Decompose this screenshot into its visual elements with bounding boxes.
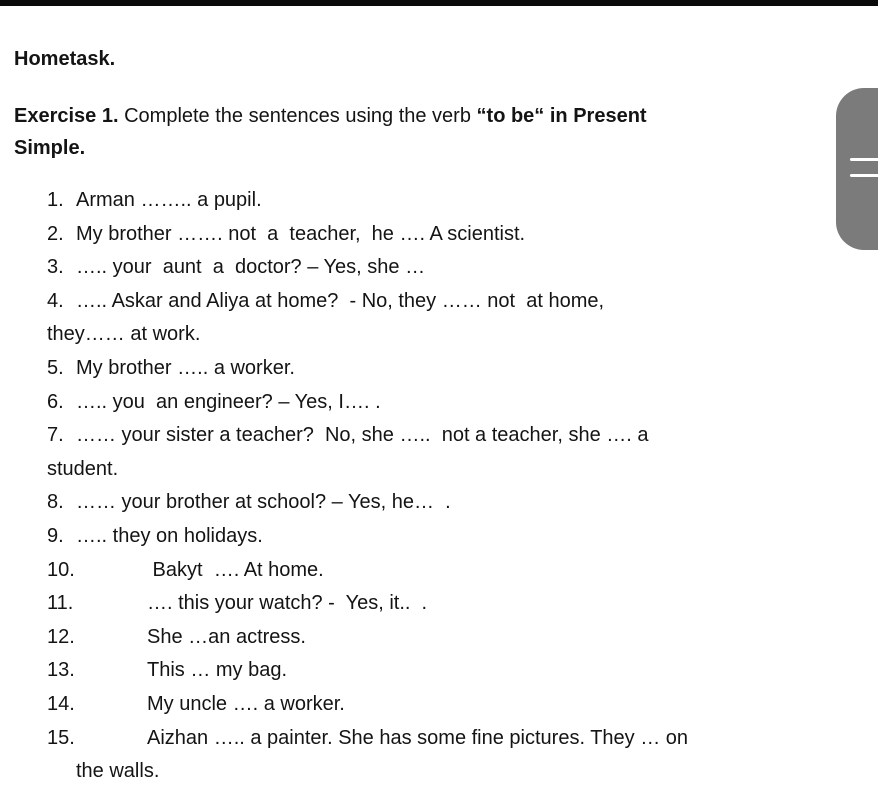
item-text-continued: the walls.: [76, 760, 160, 783]
exercise-label: Exercise 1.: [14, 105, 119, 127]
list-item: [47, 184, 837, 218]
item-number: 11.: [47, 592, 74, 615]
side-panel-handle-icon[interactable]: [836, 88, 878, 250]
item-text-block: [47, 520, 837, 554]
item-number: 6.: [47, 390, 64, 413]
list-item: [47, 386, 837, 420]
item-text-block: [47, 352, 837, 386]
list-item: [47, 688, 837, 722]
list-item: [47, 218, 837, 252]
item-text: My brother ….. a worker.: [76, 356, 295, 379]
item-text-block: [47, 419, 837, 486]
item-text: ….. they on holidays.: [76, 524, 263, 547]
item-number: 2.: [47, 222, 64, 245]
item-text: My uncle …. a worker.: [147, 692, 345, 715]
item-text-block: [47, 386, 837, 420]
item-text-block: [47, 184, 837, 218]
item-number: 8.: [47, 491, 64, 514]
handle-line: [850, 158, 878, 161]
item-text: Bakyt …. At home.: [147, 558, 324, 581]
handle-line: [850, 174, 878, 177]
item-text: …… your sister a teacher? No, she ….. not a teacher, she …. a: [76, 424, 649, 447]
item-text-block: [47, 251, 837, 285]
list-item: [47, 285, 837, 352]
item-number: 5.: [47, 356, 64, 379]
verb-highlight: “to be“: [476, 105, 545, 127]
list-item: [47, 621, 837, 655]
instruction-text: Complete the sentences using the verb: [118, 105, 477, 127]
item-text: This … my bag.: [147, 659, 288, 682]
item-text-block: [47, 654, 837, 688]
item-number: 10.: [47, 558, 75, 581]
item-text: ….. your aunt a doctor? – Yes, she …: [76, 256, 426, 279]
tense-highlight: in Present: [549, 105, 647, 127]
list-item: [47, 520, 837, 554]
item-text: …. this your watch? - Yes, it.. .: [147, 592, 428, 615]
item-number: 9.: [47, 524, 64, 547]
item-number: 15.: [47, 726, 75, 749]
item-text-block: [47, 587, 837, 621]
item-text-block: [47, 218, 837, 252]
exercise-instruction: [14, 100, 840, 164]
item-text-block: [47, 722, 837, 789]
item-text-block: [47, 486, 837, 520]
item-number: 14.: [47, 692, 75, 715]
item-number: 12.: [47, 625, 75, 648]
item-number: 7.: [47, 424, 64, 447]
item-text: Arman …….. a pupil.: [76, 189, 262, 211]
list-item: [47, 587, 837, 621]
item-text: Aizhan ….. a painter. She has some fine pictures. They … on: [147, 726, 689, 749]
page-title: Hometask.: [14, 48, 116, 70]
item-text-block: [47, 688, 837, 722]
list-item: [47, 419, 837, 486]
item-text-block: [47, 285, 837, 352]
item-text-block: [47, 554, 837, 588]
item-text: She …an actress.: [147, 625, 306, 648]
item-text: ….. Askar and Aliya at home? - No, they …… not at home,: [76, 289, 605, 312]
item-text: …… your brother at school? – Yes, he… .: [76, 491, 451, 514]
list-item: [47, 352, 837, 386]
list-item: [47, 722, 837, 789]
item-number: 4.: [47, 289, 64, 312]
list-item: [47, 486, 837, 520]
list-item: [47, 554, 837, 588]
item-text: ….. you an engineer? – Yes, I…. .: [76, 390, 381, 413]
item-text-block: [47, 621, 837, 655]
item-text: My brother ……. not a teacher, he …. A scientist.: [76, 222, 526, 245]
top-bar: [0, 0, 878, 6]
item-text-continued: they…… at work.: [47, 323, 201, 346]
list-item: [47, 251, 837, 285]
tense-highlight-line2: Simple.: [14, 137, 86, 159]
exercise-list: [47, 184, 837, 789]
item-number: 13.: [47, 659, 75, 682]
item-number: 3.: [47, 256, 64, 279]
item-number: 1.: [47, 189, 64, 211]
item-text-continued: student.: [47, 457, 119, 480]
list-item: [47, 654, 837, 688]
